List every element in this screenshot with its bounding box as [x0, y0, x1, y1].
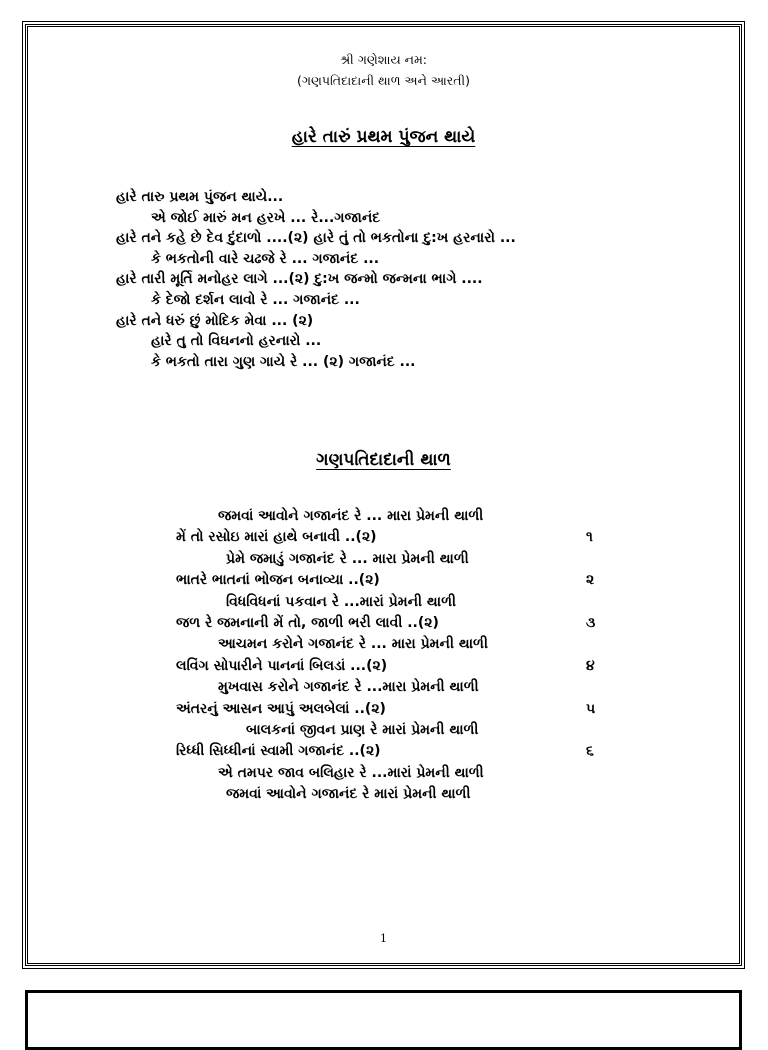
thal-line-text: લવિંગ સોપારીને પાનનાં બિલડાં ...(૨) — [176, 657, 388, 674]
verse-line: એ જોઈ મારું મન હરખે ... રે...ગજાનંદ — [151, 209, 381, 226]
thal-line — [176, 763, 616, 784]
page-header — [28, 49, 739, 91]
section-title-thal: ગણપતિદાદાની થાળ — [316, 450, 451, 470]
next-page-frame — [25, 990, 742, 1050]
page-frame — [25, 24, 742, 966]
thal-line — [176, 506, 616, 527]
page-number: 1 — [380, 932, 387, 945]
aarti-verses — [116, 187, 516, 372]
thal-line — [176, 784, 616, 805]
thal-line — [176, 613, 616, 634]
thal-line — [176, 592, 616, 613]
thal-line-text: જમવાં આવોને ગજાનંદ રે મારાં પ્રેમની થાળી — [226, 786, 471, 803]
verse-number: ૧ — [586, 529, 593, 546]
verse-number: ૪ — [586, 657, 595, 674]
thal-line — [176, 527, 616, 548]
thal-line-text: એ તમપર જાવ બલિહાર રે ...મારાં પ્રેમની થાળી — [218, 764, 484, 781]
thal-line — [176, 634, 616, 655]
thal-line-text: જળ રે જમનાની મેં તો, જાળી ભરી લાવી ..(૨) — [176, 614, 439, 631]
thal-line — [176, 720, 616, 741]
thal-line — [176, 549, 616, 570]
thal-line — [176, 699, 616, 720]
thal-line-text: આચમન કરોને ગજાનંદ રે ... મારા પ્રેમની થાળી — [218, 636, 488, 653]
thal-line-text: જમવાં આવોને ગજાનંદ રે ... મારા પ્રેમની થાળી — [218, 508, 484, 524]
verse-line: હારે તુ તો વિઘનનો હરનારો ... — [151, 333, 322, 350]
verse-line: કે ભકતોની વારે ચઢજે રે ... ગજાનંદ ... — [151, 250, 380, 267]
verse-number: ૨ — [586, 572, 595, 589]
header-invocation: શ્રી ગણેશાય નમ: — [339, 52, 428, 67]
thal-line-text: મુખવાસ કરોને ગજાનંદ રે ...મારા પ્રેમની થાળી — [218, 679, 479, 696]
verse-line: હારે તને કહે છે દેવ દુંદાળો ....(૨) હારે તું તો ભકતોના દુ:ખ હરનારો ... — [116, 230, 516, 247]
thal-line-text: રિધ્ધી સિધ્ધીનાં સ્વામી ગજાનંદ ..(૨) — [176, 743, 381, 760]
thal-line — [176, 656, 616, 677]
thal-line-text: બાલકનાં જીવન પ્રાણ રે મારાં પ્રેમની થાળી — [246, 721, 479, 738]
verse-number: ૬ — [586, 743, 594, 760]
verse-line: હારે તારુ પ્રથમ પુંજન થાયે... — [116, 189, 284, 205]
thal-line-text: મેં તો રસોઇ મારાં હાથે બનાવી ..(૨) — [176, 529, 377, 546]
verse-line: હારે તને ધરું છું મોદિક મેવા ... (૨) — [116, 312, 314, 329]
thal-line-text: ભાતરે ભાતનાં ભોજન બનાવ્યા ..(૨) — [176, 572, 380, 589]
verse-line: હારે તારી મૂર્તિ મનોહર લાગે ...(૨) દુ:ખ જન્મો જન્મના ભાગે .... — [116, 271, 483, 288]
thal-verses — [176, 506, 616, 805]
thal-line-text: પ્રેમે જમાડું ગજાનંદ રે ... મારા પ્રેમની થાળી — [226, 550, 469, 567]
thal-line-text: અંતરનું આસન આપું અલબેલાં ..(૨) — [176, 700, 386, 717]
thal-line — [176, 570, 616, 591]
header-subtitle: (ગણપતિદાદાની થાળ અને આરતી) — [296, 73, 471, 88]
section-title-pujan: હારે તારું પ્રથમ પુંજન થાયે — [291, 127, 476, 147]
thal-line — [176, 741, 616, 762]
thal-line-text: વિધવિધનાં પકવાન રે ...મારાં પ્રેમની થાળી — [226, 593, 457, 610]
verse-number: ૩ — [586, 614, 596, 631]
verse-number: ૫ — [586, 700, 596, 717]
verse-line: કે દેજો દર્શન લાવો રે ... ગજાનંદ ... — [151, 291, 360, 308]
thal-line — [176, 677, 616, 698]
verse-line: કે ભકતો તારા ગુણ ગાયે રે ... (૨) ગજાનંદ ... — [151, 353, 416, 370]
